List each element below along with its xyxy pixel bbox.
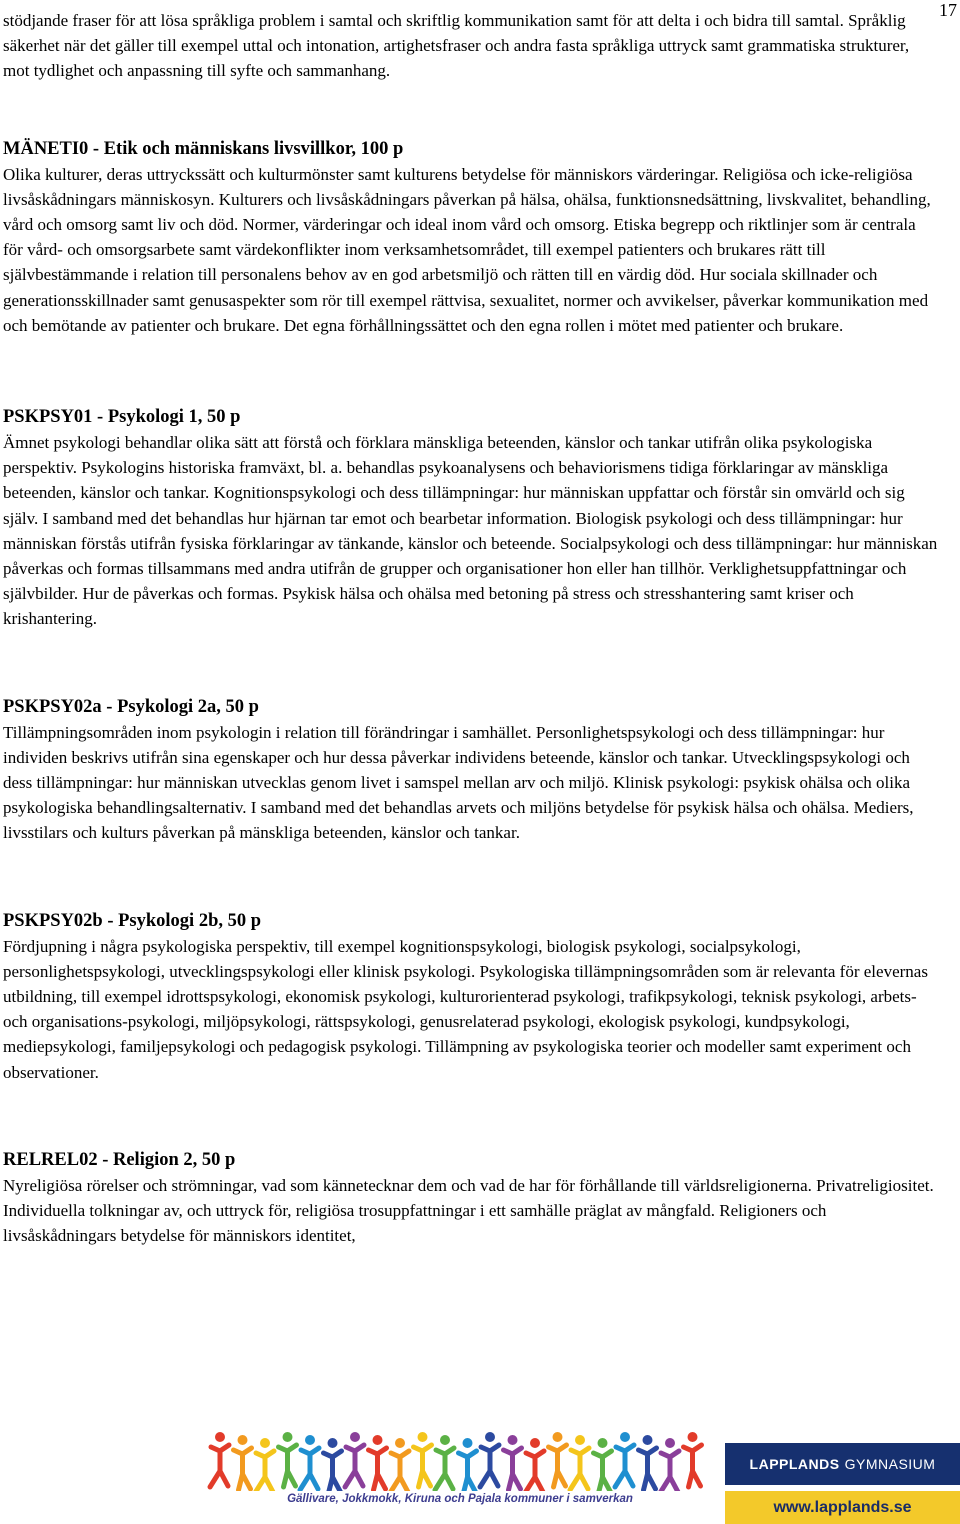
- course-description: Olika kulturer, deras uttryckssätt och kulturmönster samt kulturens betydelse för människors värderingar. Religiösa och icke-religiösa livsåskådningars människosyn. Kulturers och livsåskådningars påverkan på hälsa, ohälsa, funktionsnedsättning, livskvalitet, behandling, vård och omsorg samt liv och död. Normer, värderingar och ideal inom vård och omsorg. Etiska begrepp och riktlinjer som är centrala för vård- och omsorgsarbete samt värdekonflikter inom verksamhetsområdet, till exempel patienters och brukares rätt till självbestämmande i relation till personalens behov av en god arbetsmiljö och rätten till en värdig död. Hur sociala skillnader och generationsskillnader samt genusaspekter som rör till exempel rättvisa, sexualitet, normer och avvikelser, påverkar kommunikation med och bemötande av patienter och brukare. Det egna förhållningssättet och den egna rollen i mötet med patienter och brukare.: [3, 164, 931, 335]
- dancing-figure-icon: [234, 1435, 252, 1490]
- dancing-figure-icon: [570, 1435, 589, 1490]
- dancing-figure-icon: [525, 1438, 544, 1491]
- dancing-figure-icon: [210, 1432, 229, 1487]
- dancing-figure-icon: [324, 1438, 342, 1491]
- dancing-figure-icon: [279, 1432, 297, 1487]
- dancing-figure-icon: [639, 1435, 657, 1490]
- course-section-relrel02: [3, 1147, 939, 1249]
- dancing-figure-icon: [300, 1435, 319, 1490]
- course-section-pskpsy01: [3, 404, 939, 632]
- course-title: PSKPSY01 - Psykologi 1, 50 p: [3, 407, 241, 428]
- course-description: Fördjupning i några psykologiska perspektiv, till exempel kognitionspsykologi, biologisk psykologi, socialpsykologi, personlighetspsykologi, utvecklingspsykologi eller klinisk psykologi. Psykologiska tillämpningsområden som är relevanta för elevernas utbildning, till exempel idrottspsykologi, ekonomisk psykologi, kulturorienterad psykologi, trafikpsykologi, teknisk psykologi, arbets- och organisations-psykologi, miljöpsykologi, rättspsykologi, genusrelaterad psykologi, ekologisk psykologi, kundpsykologi, mediepsykologi, familjepsykologi och pedagogisk psykologi. Tillämpning av psykologiska teorier och modeller samt experiment och observationer.: [3, 936, 928, 1082]
- dancing-figure-icon: [345, 1432, 364, 1487]
- dancing-figure-icon: [390, 1438, 409, 1491]
- dancing-figure-icon: [549, 1432, 567, 1487]
- dancing-figure-icon: [615, 1432, 634, 1487]
- dancing-figure-icon: [594, 1438, 612, 1491]
- website-link[interactable]: www.lapplands.se: [725, 1491, 960, 1524]
- dancing-figure-icon: [369, 1435, 387, 1490]
- logo-suffix: GYMNASIUM: [844, 1456, 936, 1472]
- course-section-pskpsy02b: [3, 908, 939, 1085]
- course-title: PSKPSY02b - Psykologi 2b, 50 p: [3, 910, 262, 931]
- school-logo: [725, 1443, 960, 1485]
- course-section-pskpsy02a: [3, 694, 939, 846]
- dancing-figure-icon: [414, 1432, 432, 1487]
- dancing-figure-icon: [459, 1438, 477, 1491]
- logo-prefix: LAPPLANDS: [749, 1456, 840, 1472]
- course-description: Tillämpningsområden inom psykologin i relation till förändringar i samhället. Personlighetspsykologi och dess tillämpningar: hur individen beskrivs utifrån sina egenskaper och hur dessa påverkar individens beteende, känslor och tankar. Utvecklingspsykologi och dess tillämpningar: hur människan utvecklas genom livet i samspel mellan arv och miljö. Klinisk psykologi: psykisk ohälsa och olika psykologiska behandlingsalternativ. I samband med det behandlas arvets och miljöns betydelse för psykisk hälsa och ohälsa. Mediers, livsstilars och kulturs påverkan på mänskliga beteenden, känslor och tankar.: [3, 722, 914, 843]
- course-title: RELREL02 - Religion 2, 50 p: [3, 1149, 236, 1170]
- dancing-figure-icon: [480, 1432, 499, 1487]
- course-description: Ämnet psykologi behandlar olika sätt att förstå och förklara mänskliga beteenden, känslor och tankar utifrån olika psykologiska perspektiv. Psykologins historiska framväxt, bl. a. behandlas psykoanalysens och behaviorismens tidiga förklaringar av mänskliga beteenden, känslor och tankar. Kognitionspsykologi och dess tillämpningar: hur människan uppfattar och förstår sin omvärld och sig själv. I samband med det behandlas hur hjärnan tar emot och bearbetar information. Biologisk psykologi och dess tillämpningar: hur människan förstås utifrån fysiska förklaringar av tänkande, känslor och beteende. Socialpsykologi och dess tillämpningar: hur människan påverkas och formas tillsammans med andra utifrån de grupper och organisationer hon eller han tillhör. Verklighetsuppfattningar och självbilder. Hur de påverkas och formas. Psykisk hälsa och ohälsa med betoning på stress och stresshantering samt kriser och krishantering.: [3, 433, 938, 629]
- dancing-figure-icon: [684, 1432, 702, 1487]
- dancing-figure-icon: [504, 1435, 522, 1490]
- document-body: [3, 8, 939, 1249]
- course-title: MÄNETI0 - Etik och människans livsvillkor, 100 p: [3, 138, 404, 159]
- dancing-figure-icon: [660, 1438, 679, 1491]
- dancing-figures-illustration: [200, 1425, 720, 1491]
- intro-paragraph: stödjande fraser för att lösa språkliga problem i samtal och skriftlig kommunikation samt för att delta i och bidra till samtal. Språklig säkerhet när det gäller till exempel uttal och intonation, artighetsfraser och andra fasta språkliga uttryck samt grammatiska strukturer, mot tydlighet och anpassning till syfte och sammanhang.: [3, 11, 910, 81]
- course-title: PSKPSY02a - Psykologi 2a, 50 p: [3, 696, 259, 717]
- course-section-maneti0: [3, 136, 939, 338]
- footer-tagline: Gällivare, Jokkmokk, Kiruna och Pajala kommuner i samverkan: [287, 1493, 633, 1505]
- dancing-figure-icon: [435, 1435, 454, 1490]
- course-description: Nyreligiösa rörelser och strömningar, vad som kännetecknar dem och vad de har för förhållande till världsreligionerna. Privatreligiositet. Individuella tolkningar av, och uttryck för, religiösa trosuppfattningar i ett samhälle präglat av mångfald. Religioners och livsåskådningars betydelse för människors identitet,: [3, 1175, 934, 1246]
- page-number: 17: [939, 0, 957, 20]
- dancing-figure-icon: [255, 1438, 274, 1491]
- footer-banner: [200, 1425, 960, 1524]
